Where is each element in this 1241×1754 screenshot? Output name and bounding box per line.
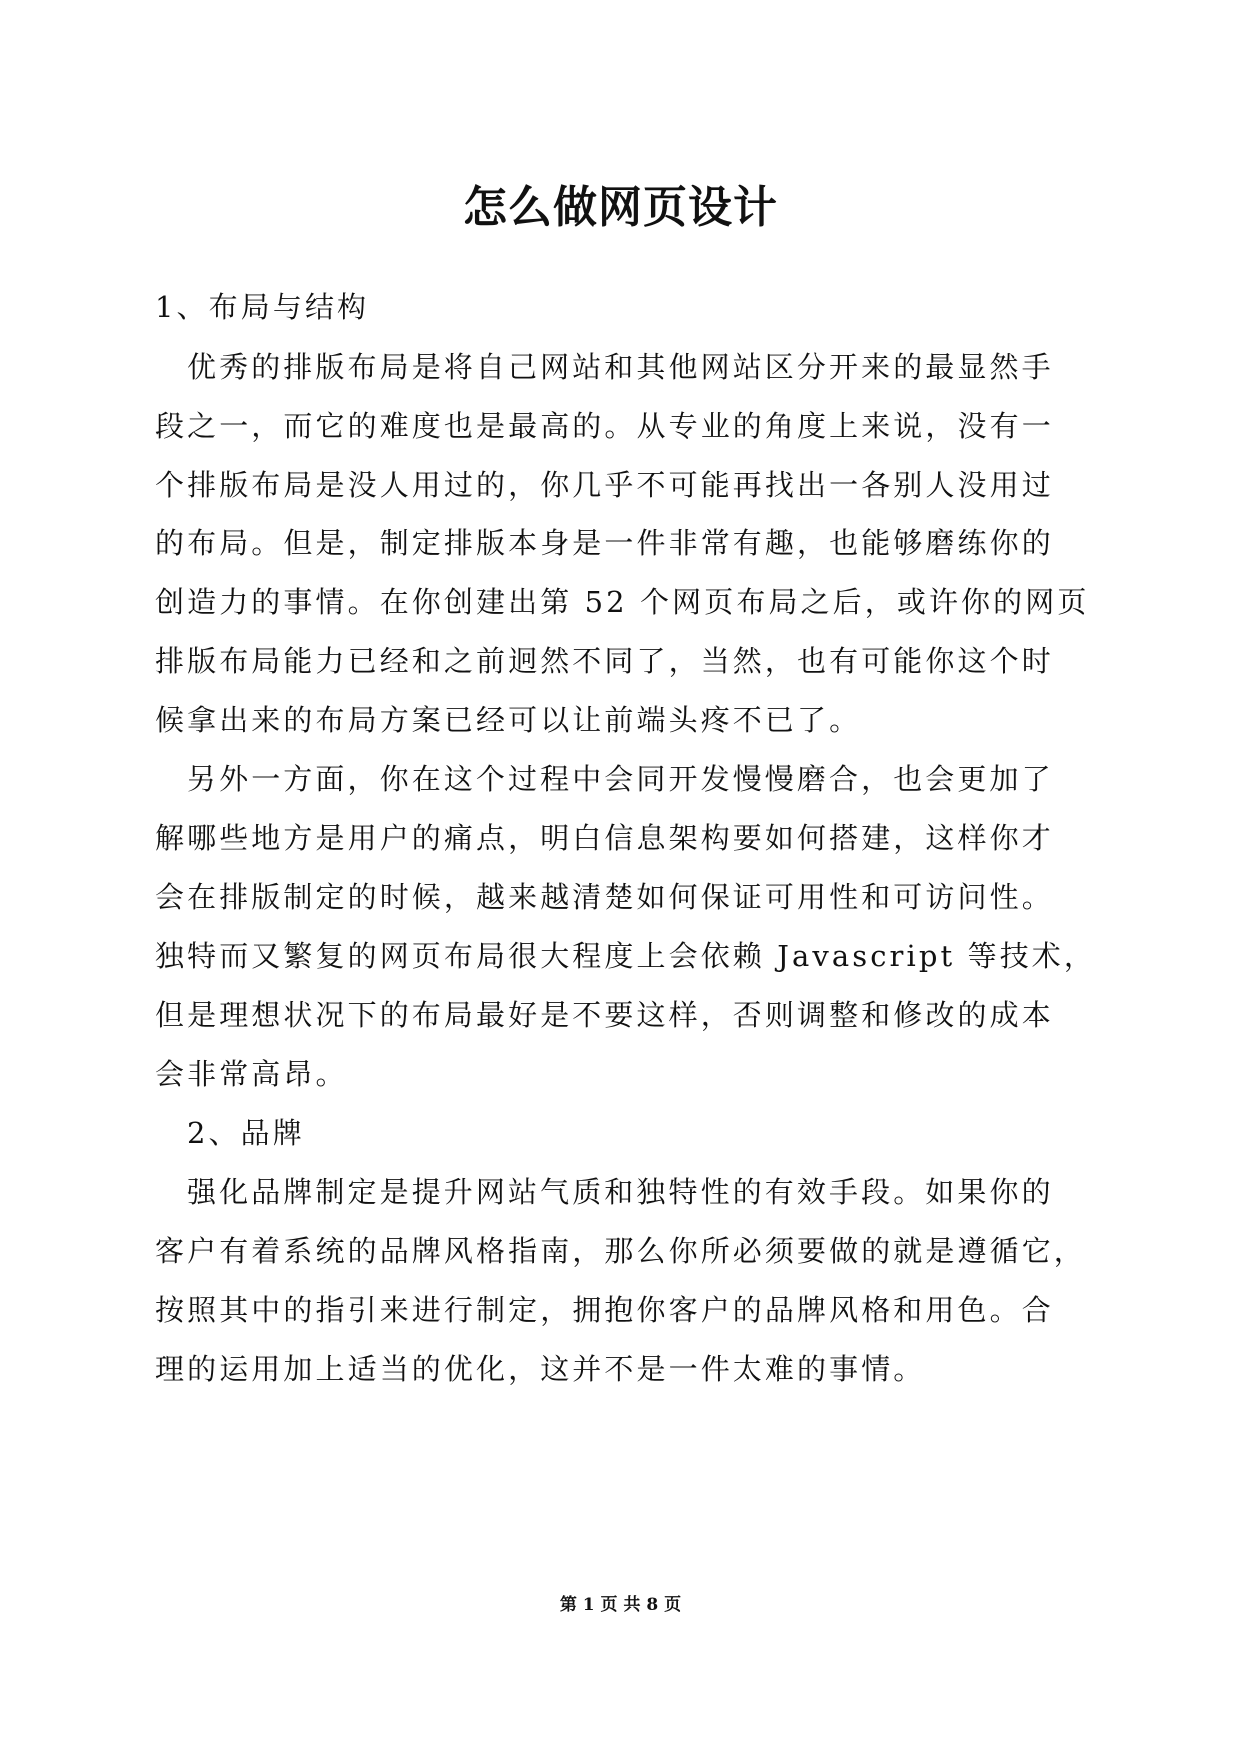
paragraph-line: 强化品牌制定是提升网站气质和独特性的有效手段。如果你的 [187, 1175, 1054, 1209]
paragraph-line: 解哪些地方是用户的痛点，明白信息架构要如何搭建，这样你才 [155, 821, 1054, 855]
paragraph-line: 另外一方面，你在这个过程中会同开发慢慢磨合，也会更加了 [187, 762, 1054, 796]
paragraph-line: 创造力的事情。在你创建出第 52 个网页布局之后，或许你的网页 [155, 585, 1090, 619]
paragraph-line: 独特而又繁复的网页布局很大程度上会依赖 Javascript 等技术， [155, 939, 1097, 973]
paragraph-line: 按照其中的指引来进行制定，拥抱你客户的品牌风格和用色。合 [155, 1293, 1054, 1327]
paragraph-line: 会在排版制定的时候，越来越清楚如何保证可用性和可访问性。 [155, 880, 1054, 914]
paragraph-line: 客户有着系统的品牌风格指南，那么你所必须要做的就是遵循它， [155, 1234, 1086, 1268]
paragraph-line: 优秀的排版布局是将自己网站和其他网站区分开来的最显然手 [187, 350, 1054, 384]
paragraph-line: 理的运用加上适当的优化，这并不是一件太难的事情。 [155, 1352, 926, 1386]
section-heading-brand: 2、品牌 [187, 1116, 305, 1150]
paragraph-line: 个排版布局是没人用过的，你几乎不可能再找出一各别人没用过 [155, 468, 1054, 502]
document-title: 怎么做网页设计 [463, 182, 778, 233]
paragraph-line: 的布局。但是，制定排版本身是一件非常有趣，也能够磨练你的 [155, 526, 1054, 560]
page-footer: 第 1 页 共 8 页 [559, 1595, 682, 1615]
paragraph-line: 段之一，而它的难度也是最高的。从专业的角度上来说，没有一 [155, 409, 1054, 443]
section-heading-layout: 1、布局与结构 [155, 290, 370, 324]
paragraph-line: 排版布局能力已经和之前迥然不同了，当然，也有可能你这个时 [155, 644, 1054, 678]
paragraph-line: 会非常高昂。 [155, 1057, 348, 1091]
paragraph-line: 候拿出来的布局方案已经可以让前端头疼不已了。 [155, 703, 862, 737]
paragraph-line: 但是理想状况下的布局最好是不要这样，否则调整和修改的成本 [155, 998, 1054, 1032]
